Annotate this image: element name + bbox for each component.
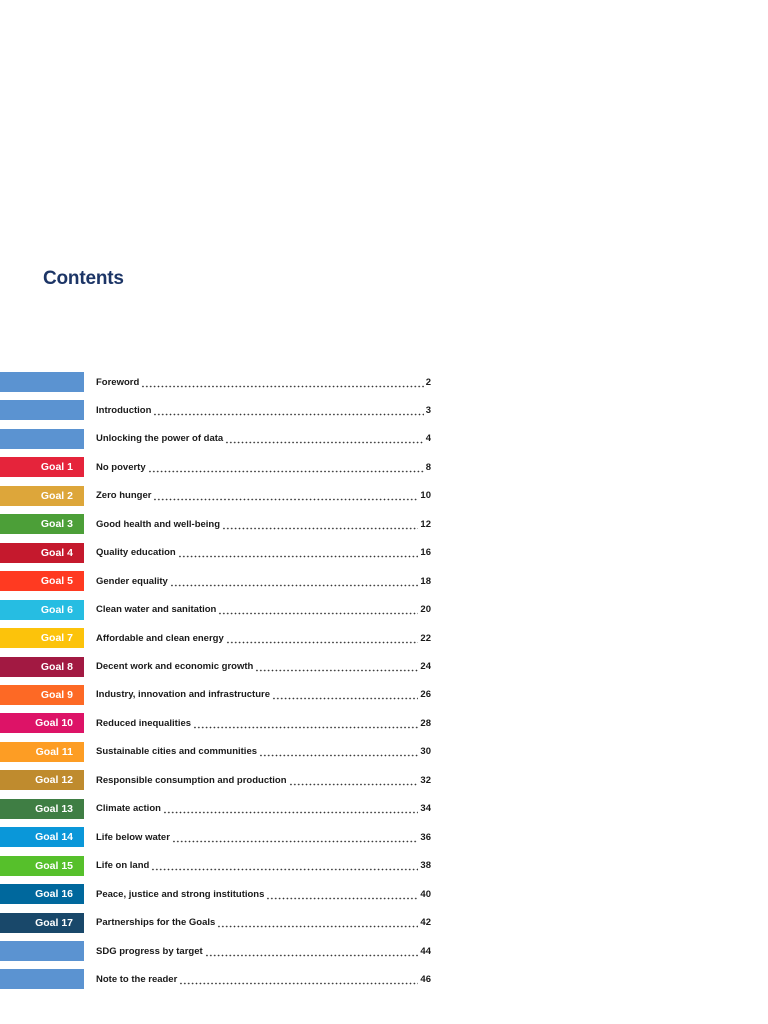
goal-color-tab: Goal 7 <box>0 628 84 648</box>
toc-entry[interactable] <box>0 742 768 762</box>
toc-page-number[interactable]: 26 <box>420 689 431 701</box>
toc-entry-title[interactable]: Clean water and sanitation <box>96 604 217 616</box>
toc-entry-title[interactable]: Peace, justice and strong institutions <box>96 888 265 900</box>
toc-entry-title[interactable]: Reduced inequalities <box>96 717 192 729</box>
toc-entry-line[interactable] <box>96 429 431 449</box>
toc-page-number[interactable]: 42 <box>420 917 431 929</box>
goal-color-tab <box>0 400 84 420</box>
toc-entry-line[interactable] <box>96 969 431 989</box>
toc-entry-line[interactable] <box>96 941 431 961</box>
toc-entry-title[interactable]: Zero hunger <box>96 490 152 502</box>
dot-leader <box>172 827 419 847</box>
toc-page-number[interactable]: 34 <box>420 803 431 815</box>
toc-page-number[interactable]: 22 <box>420 632 431 644</box>
dot-leader <box>170 571 419 591</box>
toc-entry-title[interactable]: Affordable and clean energy <box>96 632 224 644</box>
toc-entry-line[interactable] <box>96 799 431 819</box>
toc-entry[interactable] <box>0 884 768 904</box>
toc-entry[interactable] <box>0 770 768 790</box>
toc-entry-line[interactable] <box>96 657 431 677</box>
toc-page-number[interactable]: 20 <box>420 604 431 616</box>
toc-entry-title[interactable]: Responsible consumption and production <box>96 774 287 786</box>
toc-page-number[interactable]: 8 <box>425 461 431 473</box>
toc-entry-line[interactable] <box>96 770 431 790</box>
toc-entry[interactable] <box>0 628 768 648</box>
toc-page-number[interactable]: 46 <box>420 973 431 985</box>
dot-leader <box>255 657 418 677</box>
toc-page-number[interactable]: 28 <box>420 717 431 729</box>
goal-color-tab: Goal 9 <box>0 685 84 705</box>
toc-page-number[interactable]: 36 <box>420 831 431 843</box>
toc-entry-line[interactable] <box>96 514 431 534</box>
toc-entry[interactable] <box>0 571 768 591</box>
goal-color-tab: Goal 8 <box>0 657 84 677</box>
toc-entry[interactable] <box>0 969 768 989</box>
toc-entry-title[interactable]: Introduction <box>96 404 152 416</box>
goal-color-tab: Goal 17 <box>0 913 84 933</box>
goal-color-tab: Goal 11 <box>0 742 84 762</box>
toc-page-number[interactable]: 38 <box>420 860 431 872</box>
toc-entry[interactable] <box>0 657 768 677</box>
goal-color-tab: Goal 10 <box>0 713 84 733</box>
dot-leader <box>178 543 419 563</box>
goal-color-tab: Goal 14 <box>0 827 84 847</box>
toc-entry-title[interactable]: Gender equality <box>96 575 168 587</box>
dot-leader <box>153 400 423 420</box>
dot-leader <box>266 884 418 904</box>
goal-color-tab <box>0 941 84 961</box>
toc-entry[interactable] <box>0 429 768 449</box>
goal-color-tab: Goal 2 <box>0 486 84 506</box>
toc-page-number[interactable]: 40 <box>420 888 431 900</box>
toc-entry-title[interactable]: No poverty <box>96 461 146 473</box>
dot-leader <box>218 600 418 620</box>
toc-entry-title[interactable]: Good health and well-being <box>96 518 221 530</box>
goal-color-tab <box>0 429 84 449</box>
goal-color-tab: Goal 4 <box>0 543 84 563</box>
dot-leader <box>259 742 418 762</box>
toc-entry-title[interactable]: Life below water <box>96 831 170 843</box>
toc-entry-line[interactable] <box>96 457 431 477</box>
goal-color-tab: Goal 1 <box>0 457 84 477</box>
page-title: Contents <box>43 268 124 289</box>
goal-color-tab: Goal 5 <box>0 571 84 591</box>
goal-color-tab: Goal 13 <box>0 799 84 819</box>
goal-color-tab: Goal 16 <box>0 884 84 904</box>
dot-leader <box>148 457 424 477</box>
toc-entry[interactable] <box>0 543 768 563</box>
toc-entry-line[interactable] <box>96 742 431 762</box>
toc-entry-title[interactable]: Industry, innovation and infrastructure <box>96 689 271 701</box>
toc-entry-line[interactable] <box>96 372 431 392</box>
toc-page-number[interactable]: 4 <box>425 433 431 445</box>
toc-entry-title[interactable]: Unlocking the power of data <box>96 433 224 445</box>
toc-entry-line[interactable] <box>96 884 431 904</box>
dot-leader <box>141 372 423 392</box>
goal-color-tab <box>0 969 84 989</box>
dot-leader <box>151 856 418 876</box>
toc-entry-title[interactable]: Decent work and economic growth <box>96 661 254 672</box>
toc-page-number[interactable]: 24 <box>420 661 431 672</box>
dot-leader <box>226 628 419 648</box>
toc-entry[interactable] <box>0 685 768 705</box>
toc-entry-line[interactable] <box>96 913 431 933</box>
dot-leader <box>217 913 418 933</box>
dot-leader <box>205 941 419 961</box>
dot-leader <box>179 969 418 989</box>
toc-entry[interactable] <box>0 457 768 477</box>
toc-entry-line[interactable] <box>96 400 431 420</box>
toc-entry[interactable] <box>0 400 768 420</box>
toc-entry-line[interactable] <box>96 713 431 733</box>
toc-entry-title[interactable]: Sustainable cities and communities <box>96 746 258 758</box>
toc-entry-title[interactable]: Quality education <box>96 547 176 559</box>
toc-page-number[interactable]: 32 <box>420 774 431 786</box>
toc-entry-line[interactable] <box>96 685 431 705</box>
toc-entry[interactable] <box>0 486 768 506</box>
toc-entry-line[interactable] <box>96 856 431 876</box>
dot-leader <box>163 799 418 819</box>
toc-entry-title[interactable]: Note to the reader <box>96 973 178 985</box>
toc-entry[interactable] <box>0 941 768 961</box>
toc-entry-line[interactable] <box>96 600 431 620</box>
goal-color-tab: Goal 12 <box>0 770 84 790</box>
toc-page-number[interactable]: 44 <box>420 945 431 957</box>
toc-entry-line[interactable] <box>96 543 431 563</box>
toc-page-number[interactable]: 12 <box>420 518 431 530</box>
goal-color-tab: Goal 3 <box>0 514 84 534</box>
toc-entry-line[interactable] <box>96 628 431 648</box>
toc-entry[interactable] <box>0 514 768 534</box>
dot-leader <box>289 770 419 790</box>
dot-leader <box>272 685 418 705</box>
toc-entry-title[interactable]: SDG progress by target <box>96 945 203 957</box>
toc-entry[interactable] <box>0 856 768 876</box>
goal-color-tab: Goal 15 <box>0 856 84 876</box>
toc-page-number[interactable]: 2 <box>425 376 431 388</box>
toc-page-number[interactable]: 10 <box>420 490 431 502</box>
toc-entry[interactable] <box>0 799 768 819</box>
dot-leader <box>225 429 424 449</box>
toc-entry-title[interactable]: Foreword <box>96 376 140 388</box>
toc-entry[interactable] <box>0 827 768 847</box>
toc-page-number[interactable]: 30 <box>420 746 431 758</box>
goal-color-tab <box>0 372 84 392</box>
toc-entry[interactable] <box>0 713 768 733</box>
toc-entry-line[interactable] <box>96 486 431 506</box>
toc-page-number[interactable]: 18 <box>420 575 431 587</box>
toc-entry-title[interactable]: Partnerships for the Goals <box>96 917 216 929</box>
dot-leader <box>222 514 418 534</box>
toc-page-number[interactable]: 3 <box>425 404 431 416</box>
dot-leader <box>153 486 418 506</box>
toc-entry[interactable] <box>0 372 768 392</box>
toc-entry-title[interactable]: Climate action <box>96 803 161 815</box>
toc-entry[interactable] <box>0 600 768 620</box>
toc-page-number[interactable]: 16 <box>420 547 431 559</box>
goal-color-tab: Goal 6 <box>0 600 84 620</box>
toc-entry-title[interactable]: Life on land <box>96 860 150 872</box>
toc-entry[interactable] <box>0 913 768 933</box>
dot-leader <box>193 713 418 733</box>
toc-entry-line[interactable] <box>96 827 431 847</box>
toc-entry-line[interactable] <box>96 571 431 591</box>
